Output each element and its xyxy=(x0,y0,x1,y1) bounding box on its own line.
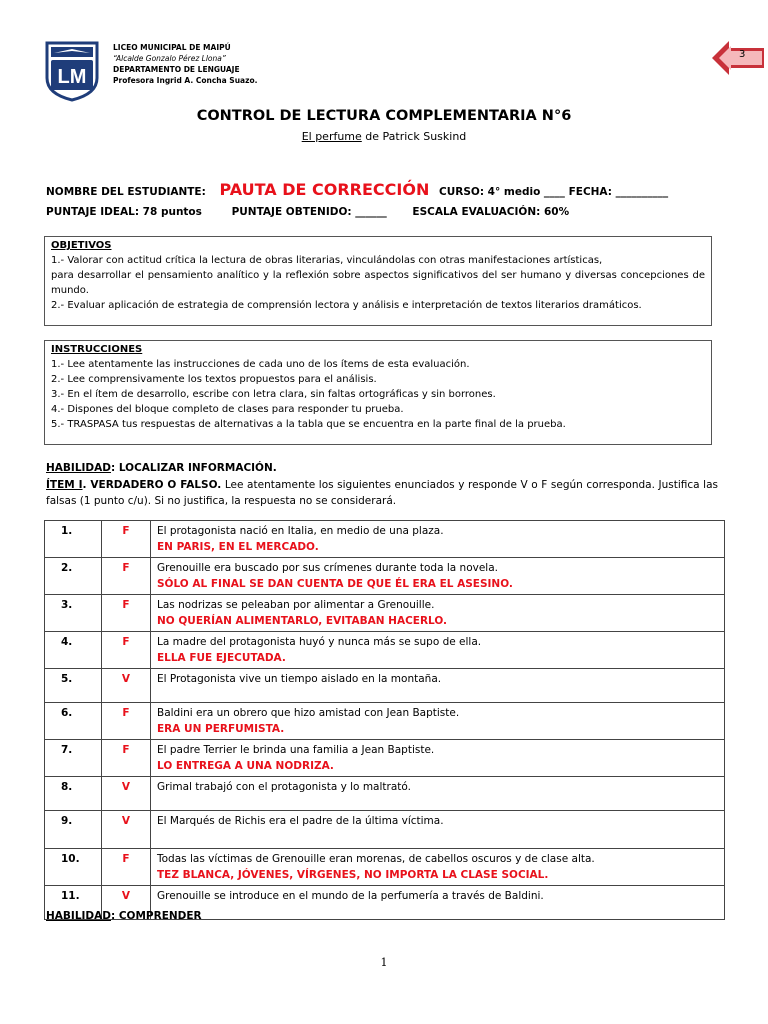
course-field: CURSO: 4° medio ____ xyxy=(439,186,565,198)
question-answer: F xyxy=(102,632,151,669)
question-correction: EN PARIS, EN EL MERCADO. xyxy=(157,541,319,553)
objective-line: 1.- Valorar con actitud crítica la lectura de obras literarias, vinculándolas con otras manifestaciones artísticas, xyxy=(51,255,603,266)
question-statement: El Protagonista vive un tiempo aislado en la montaña. xyxy=(157,673,442,685)
question-statement: Grimal trabajó con el protagonista y lo maltrató. xyxy=(157,781,411,793)
objective-line: para desarrollar el pensamiento analítico y la reflexión sobre aspectos significativos del ser humano y diversas concepciones de mundo. xyxy=(51,270,705,296)
question-statement: Grenouille era buscado por sus crímenes durante toda la novela. xyxy=(157,562,498,574)
question-number: 6. xyxy=(45,703,102,740)
date-field: FECHA: __________ xyxy=(568,186,669,198)
page-badge xyxy=(711,40,765,76)
question-answer: V xyxy=(102,669,151,703)
question-cell xyxy=(151,777,725,811)
question-answer: V xyxy=(102,777,151,811)
instruction-line: 1.- Lee atentamente las instrucciones de cada uno de los ítems de esta evaluación. xyxy=(51,359,470,370)
instruction-line: 3.- En el ítem de desarrollo, escribe con letra clara, sin faltas ortográficas y sin borrones. xyxy=(51,389,496,400)
page-badge-arrow-icon xyxy=(711,40,765,76)
question-answer: F xyxy=(102,703,151,740)
question-number: 3. xyxy=(45,595,102,632)
question-statement: El padre Terrier le brinda una familia a Jean Baptiste. xyxy=(157,744,435,756)
document-title: CONTROL DE LECTURA COMPLEMENTARIA N°6 xyxy=(196,108,572,124)
item-title: . VERDADERO O FALSO. xyxy=(82,479,222,491)
obtained-score: PUNTAJE OBTENIDO: ______ xyxy=(231,206,387,218)
item-text: Lee atentamente los siguientes enunciados y responde V o F según corresponda. Justifica las falsas (1 punto c/u). Si no justifica, la respuesta no se considerará. xyxy=(46,479,718,507)
question-cell xyxy=(151,849,725,886)
question-cell xyxy=(151,558,725,595)
question-statement: Grenouille se introduce en el mundo de la perfumería a través de Baldini. xyxy=(157,890,544,902)
table-row xyxy=(45,703,725,740)
question-number: 9. xyxy=(45,811,102,849)
school-logo-icon xyxy=(44,40,100,102)
table-row xyxy=(45,521,725,558)
question-answer: F xyxy=(102,558,151,595)
question-answer: F xyxy=(102,849,151,886)
question-statement: Baldini era un obrero que hizo amistad con Jean Baptiste. xyxy=(157,707,460,719)
skill-heading-2 xyxy=(46,910,202,922)
student-name-value: PAUTA DE CORRECCIÓN xyxy=(219,180,430,199)
question-number: 2. xyxy=(45,558,102,595)
score-row xyxy=(46,206,569,218)
book-title: El perfume xyxy=(301,130,362,143)
question-statement: Las nodrizas se peleaban por alimentar a Grenouille. xyxy=(157,599,435,611)
school-name: LICEO MUNICIPAL DE MAIPÚ xyxy=(113,43,231,52)
question-correction: ELLA FUE EJECUTADA. xyxy=(157,652,286,664)
question-correction: SÓLO AL FINAL SE DAN CUENTA DE QUE ÉL ERA EL ASESINO. xyxy=(157,578,513,590)
table-row xyxy=(45,740,725,777)
student-name-label: NOMBRE DEL ESTUDIANTE: xyxy=(46,186,206,198)
objectives-box xyxy=(44,236,712,326)
question-answer: F xyxy=(102,740,151,777)
table-row xyxy=(45,595,725,632)
question-correction: NO QUERÍAN ALIMENTARLO, EVITABAN HACERLO. xyxy=(157,615,448,627)
book-author: de Patrick Suskind xyxy=(361,130,467,143)
skill-label: HABILIDAD xyxy=(46,462,111,474)
question-number: 8. xyxy=(45,777,102,811)
question-cell xyxy=(151,811,725,849)
school-subtitle: “Alcalde Gonzalo Pérez Llona” xyxy=(113,54,226,63)
question-statement: La madre del protagonista huyó y nunca más se supo de ella. xyxy=(157,636,482,648)
page-number: 1 xyxy=(380,956,388,969)
instructions-heading: INSTRUCCIONES xyxy=(51,344,143,355)
page-badge-number: 3 xyxy=(739,49,746,60)
table-row xyxy=(45,558,725,595)
question-statement: El Marqués de Richis era el padre de la última víctima. xyxy=(157,815,444,827)
evaluation-scale: ESCALA EVALUACIÓN: 60% xyxy=(412,206,570,218)
objective-line: 2.- Evaluar aplicación de estrategia de comprensión lectora y análisis e interpretación de textos literarios dramáticos. xyxy=(51,300,642,311)
question-answer: F xyxy=(102,521,151,558)
item-label: ÍTEM I xyxy=(46,479,83,491)
question-cell xyxy=(151,886,725,920)
skill-value: : COMPRENDER xyxy=(110,910,202,922)
table-row xyxy=(45,811,725,849)
question-cell xyxy=(151,740,725,777)
skill-heading-1 xyxy=(46,462,277,474)
question-answer: V xyxy=(102,886,151,920)
student-row xyxy=(46,180,668,199)
question-cell xyxy=(151,632,725,669)
question-cell xyxy=(151,669,725,703)
school-header xyxy=(113,42,257,86)
true-false-table xyxy=(44,520,725,920)
question-number: 11. xyxy=(45,886,102,920)
table-row xyxy=(45,632,725,669)
question-number: 7. xyxy=(45,740,102,777)
document-subtitle xyxy=(0,130,768,143)
question-number: 1. xyxy=(45,521,102,558)
table-row xyxy=(45,777,725,811)
question-number: 10. xyxy=(45,849,102,886)
item-instructions xyxy=(46,477,718,509)
logo-text: LM xyxy=(57,66,87,88)
table-row xyxy=(45,849,725,886)
objectives-heading: OBJETIVOS xyxy=(51,240,112,251)
instruction-line: 2.- Lee comprensivamente los textos propuestos para el análisis. xyxy=(51,374,377,385)
question-statement: El protagonista nació en Italia, en medio de una plaza. xyxy=(157,525,444,537)
instruction-line: 5.- TRASPASA tus respuestas de alternativas a la tabla que se encuentra en la parte final de la prueba. xyxy=(51,419,566,430)
skill-value: : LOCALIZAR INFORMACIÓN. xyxy=(110,462,277,474)
question-correction: TEZ BLANCA, JÓVENES, VÍRGENES, NO IMPORTA LA CLASE SOCIAL. xyxy=(157,869,549,881)
department: DEPARTAMENTO DE LENGUAJE xyxy=(113,65,240,74)
question-statement: Todas las víctimas de Grenouille eran morenas, de cabellos oscuros y de clase alta. xyxy=(157,853,595,865)
question-cell xyxy=(151,703,725,740)
question-cell xyxy=(151,521,725,558)
question-correction: LO ENTREGA A UNA NODRIZA. xyxy=(157,760,334,772)
question-cell xyxy=(151,595,725,632)
ideal-score: PUNTAJE IDEAL: 78 puntos xyxy=(46,206,202,218)
instruction-line: 4.- Dispones del bloque completo de clases para responder tu prueba. xyxy=(51,404,404,415)
instructions-box xyxy=(44,340,712,445)
question-number: 5. xyxy=(45,669,102,703)
table-row xyxy=(45,669,725,703)
skill-label: HABILIDAD xyxy=(46,910,111,922)
question-answer: V xyxy=(102,811,151,849)
question-number: 4. xyxy=(45,632,102,669)
question-answer: F xyxy=(102,595,151,632)
question-correction: ERA UN PERFUMISTA. xyxy=(157,723,285,735)
teacher: Profesora Ingrid A. Concha Suazo. xyxy=(113,76,258,85)
